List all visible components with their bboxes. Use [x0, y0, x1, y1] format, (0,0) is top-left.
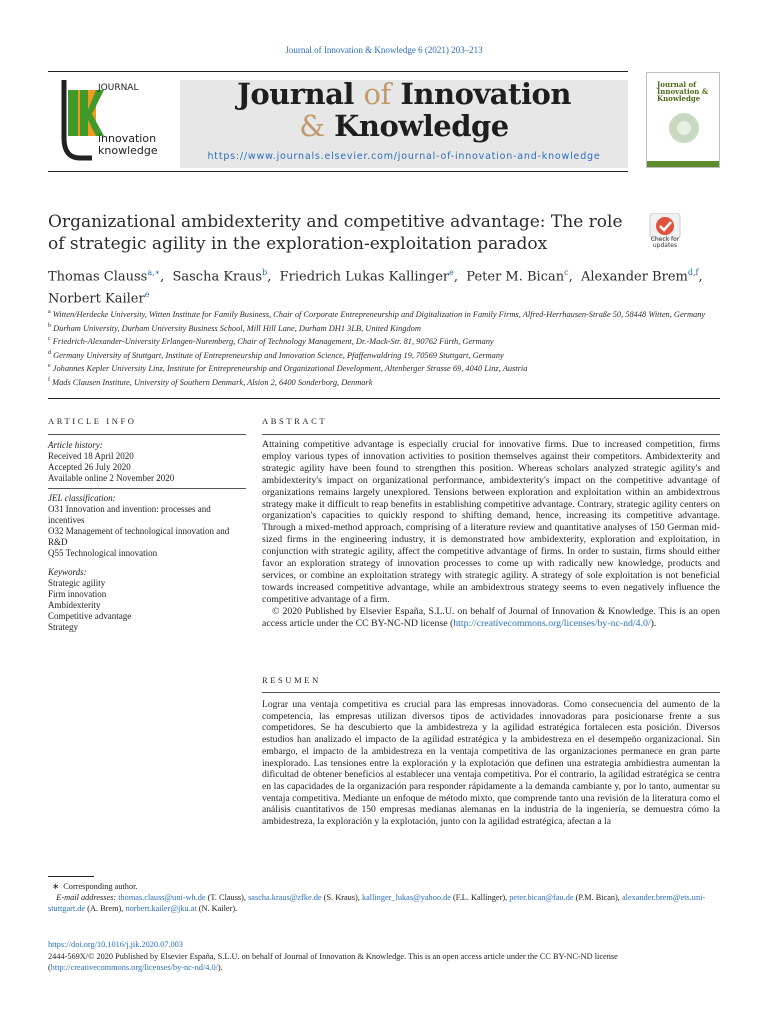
logo-text-journal: JOURNAL	[98, 83, 139, 93]
affiliation-item: $^b$ Durham University, Durham University Business School, Mill Hill Lane, Durham DH1 3LB, United Kingdom	[48, 322, 421, 333]
abstract-heading: ABSTRACT	[262, 416, 328, 426]
author-name[interactable]: Alexander Brem	[581, 269, 688, 285]
author-name[interactable]: Peter M. Bican	[466, 269, 565, 285]
resumen-rule	[262, 692, 720, 693]
author-name[interactable]: Friedrich Lukas Kallinger	[279, 269, 450, 285]
affiliation-item: $^d$ Germany University of Stuttgart, Institute of Entrepreneurship and Innovation Science, Pfaffenwaldring 19, 70569 Stuttgart, Germany	[48, 349, 504, 360]
jel-item: Q55 Technological innovation	[48, 548, 158, 558]
author-affil-ref[interactable]: d,f	[687, 268, 699, 277]
email-link[interactable]: kallinger_lukas@yahoo.de	[361, 893, 451, 903]
author-name[interactable]: Sascha Kraus	[172, 269, 263, 285]
keyword: Ambidexterity	[48, 600, 101, 610]
logo-text-knowledge: knowledge	[98, 144, 158, 157]
author-affil-ref[interactable]: c	[564, 268, 569, 277]
license-link[interactable]: http://creativecommons.org/licenses/by-nc-nd/4.0/	[453, 617, 651, 629]
cover-strip	[647, 161, 719, 167]
copyright-notice: 2444-569X/© 2020 Published by Elsevier España, S.L.U. on behalf of Journal of Innovation & Knowledge. This is an open access article under the CC BY-NC-ND license (http://creativecommons.org/licenses/by-nc-nd/4.0/).	[48, 952, 618, 972]
abstract-rule	[262, 434, 720, 435]
header-bottom-rule	[48, 171, 628, 172]
corresponding-author-note: ∗ Corresponding author.	[52, 882, 138, 891]
abstract-text	[262, 439, 720, 630]
journal-title: Journal of Innovation & Knowledge	[237, 77, 571, 143]
affiliation-list	[48, 307, 728, 388]
accepted-date: Accepted 26 July 2020	[48, 462, 131, 472]
footnote	[48, 881, 720, 915]
article-info-heading: ARTICLE INFO	[48, 416, 137, 426]
online-date: Available online 2 November 2020	[48, 473, 175, 483]
keywords-label: Keywords:	[48, 567, 87, 577]
keyword: Firm innovation	[48, 589, 107, 599]
journal-cover-thumbnail[interactable]	[646, 72, 720, 168]
affiliation-item: $^c$ Friedrich-Alexander-University Erlangen-Nuremberg, Chair of Technology Management, Dr.-Mack-Str. 81, 90762 Fürth, Germany	[48, 336, 494, 346]
cover-graphic-inner	[677, 121, 691, 135]
author-affil-ref[interactable]: a,∗	[147, 268, 161, 277]
email-link[interactable]: thomas.clauss@uni-wh.de	[118, 893, 206, 903]
journal-url-link[interactable]: https://www.journals.elsevier.com/journal-of-innovation-and-knowledge	[207, 151, 601, 162]
email-link[interactable]: sascha.kraus@zfke.de	[248, 893, 322, 903]
journal-citation[interactable]: Journal of Innovation & Knowledge 6 (2021) 203–213	[285, 45, 483, 55]
author-affil-ref[interactable]: e	[449, 268, 454, 277]
keyword: Strategy	[48, 622, 78, 632]
keyword: Strategic agility	[48, 578, 106, 588]
article-title: Organizational ambidexterity and competitive advantage: The role of strategic agility in the exploration-exploitation paradox	[48, 212, 623, 254]
resumen-heading: RESUMEN	[262, 675, 321, 685]
author-affil-ref[interactable]: e	[144, 290, 150, 300]
footer-license-link[interactable]: http://creativecommons.org/licenses/by-nc-nd/4.0/	[50, 963, 218, 972]
received-date: Received 18 April 2020	[48, 451, 134, 461]
email-link[interactable]: norbert.kailer@jku.at	[125, 904, 197, 914]
doi-link[interactable]: https://doi.org/10.1016/j.jik.2020.07.003	[48, 940, 183, 949]
abstract-body: Attaining competitive advantage is especially crucial for innovative firms. Due to increased competition, firms employ various types of innovation activities to position themselves against their competitors. Ambidexterity and strategic agility have been found to strengthen this position. Whereas scholars analyzed strategic agility's and ambidexterity's impact on organizational performance, ambidexterity's impact on the competitive advantage of organizations remains largely unexplored. Tensions between exploration and exploitation within an ambidextrous strategy make it difficult to reap benefits in establishing competitive advantage. Contrary, strategic agility centers on organization's capacities to quickly respond to shifting demand, hence, increasing its competitive advantage. Through a mixed-method approach, comprising of a literature review and quantitative analyses of 150 German mid-sized firms in the engineering industry, it is demonstrated how ambidexterity, exploration and exploitation, in conjunction with strategic agility, affect the competitive advantage of firms. In order to sustain, firms should either favor an exploration strategy of innovation processes to come up with radically new knowledge, products and services, or combine an exploitation strategy with strategic agility. A strategy of sole exploitation is not beneficial towards increased competitive advantage, while an ambidextrous strategy seems to even negatively influence the competitive advantage of a firm.	[262, 439, 720, 605]
info-separator	[48, 488, 246, 489]
jel-item: O31 Innovation and invention: processes and incentives	[48, 504, 211, 525]
history-label: Article history:	[48, 440, 103, 450]
email-addresses: E-mail addresses: thomas.clauss@uni-wh.de (T. Clauss), sascha.kraus@zfke.de (S. Kraus), kallinger_lukas@yahoo.de (F.L. Kallinger), peter.bican@fau.de (P.M. Bican), alexander.brem@ets.uni-stuttgart.de (A. Brem), norbert.kailer@jku.at (N. Kailer).	[48, 893, 706, 914]
jel-label: JEL classification:	[48, 493, 116, 503]
article-info-panel	[48, 440, 246, 633]
footnote-rule	[48, 876, 94, 877]
keyword: Competitive advantage	[48, 611, 132, 621]
email-link[interactable]: peter.bican@fau.de	[509, 893, 574, 903]
author-list: Thomas Clauss$^{a,∗}$, Sascha Kraus$^b$, Friedrich Lukas Kallinger$^e$, Peter M. Bican$^c$, Alexander Brem$^{d,f}$, Norbert Kailer$^e$	[48, 268, 703, 307]
journal-logo	[48, 80, 168, 165]
article-info-rule	[48, 434, 246, 435]
abstract-license: © 2020 Published by Elsevier España, S.L.U. on behalf of Journal of Innovation & Knowledge. This is an open access article under the CC BY-NC-ND license (http://creativecommons.org/licenses/by-nc-nd/4.0/).	[262, 605, 720, 629]
affiliation-item: $^a$ Witten/Herdecke University, Witten Institute for Family Business, Chair of Corporate Entrepreneurship and Digitalization in Family Firms, Alfred-Herrhausen-Straße 50, 58448 Witten, Germany	[48, 309, 706, 319]
logo-text-innovation: innovation	[98, 132, 157, 145]
header-top-rule	[48, 71, 628, 72]
check-for-updates-label: Check for updates	[650, 236, 680, 249]
jel-item: O32 Management of technological innovation and R&D	[48, 526, 230, 547]
resumen-body: Lograr una ventaja competitiva es crucial para las empresas innovadoras. Como consecuencia del aumento de la competencia, las empresas utilizan diversos tipos de actividades innovadoras para posicionarse frente a sus competidores. Se ha descubierto que la ambidestreza y la agilidad estratégica fortalecen esta posición. Diversos estudios han analizado el impacto de la agilidad estratégica y la ambidestreza en el desempeño organizacional. Sin embargo, el impacto de la ambidestreza en la ventaja competitiva de las organizaciones permanece en gran parte inexplorado. Las tensiones entre la exploración y la explotación que definen una estrategia ambidiestra aumentan la dificultad de obtener beneficios al establecer una ventaja competitiva. Por el contrario, la agilidad estratégica se centra en las capacidades de la organización para responder rápidamente a la demanda cambiante y, por lo tanto, aumentar su ventaja competitiva. Mediante un enfoque de método mixto, que comprende tanto una revisión de la literatura como el análisis cuantitativos de 150 empresas medianas alemanas en la industria de la ingeniería, se demuestra cómo la ambidestreza, la exploración y la explotación, junto con la agilidad estratégica, afectan a la	[262, 699, 720, 828]
author-affil-ref[interactable]: b	[262, 268, 268, 277]
affiliation-item: $^f$ Mads Clausen Institute, University of Southern Denmark, Alsion 2, 6400 Sonderborg, Denmark	[48, 376, 373, 387]
cover-title: Journal of Innovation & Knowledge	[657, 80, 709, 103]
email-link[interactable]: alexander.brem@ets.uni-stuttgart.de	[48, 893, 706, 914]
affiliation-item: $^e$ Johannes Kepler University Linz, Institute for Entrepreneurship and Organizational Development, Altenberger Strasse 69, 4040 Linz, Austria	[48, 363, 528, 373]
author-name[interactable]: Thomas Clauss	[48, 269, 148, 285]
author-name[interactable]: Norbert Kailer	[48, 291, 145, 307]
section-divider	[48, 398, 720, 399]
